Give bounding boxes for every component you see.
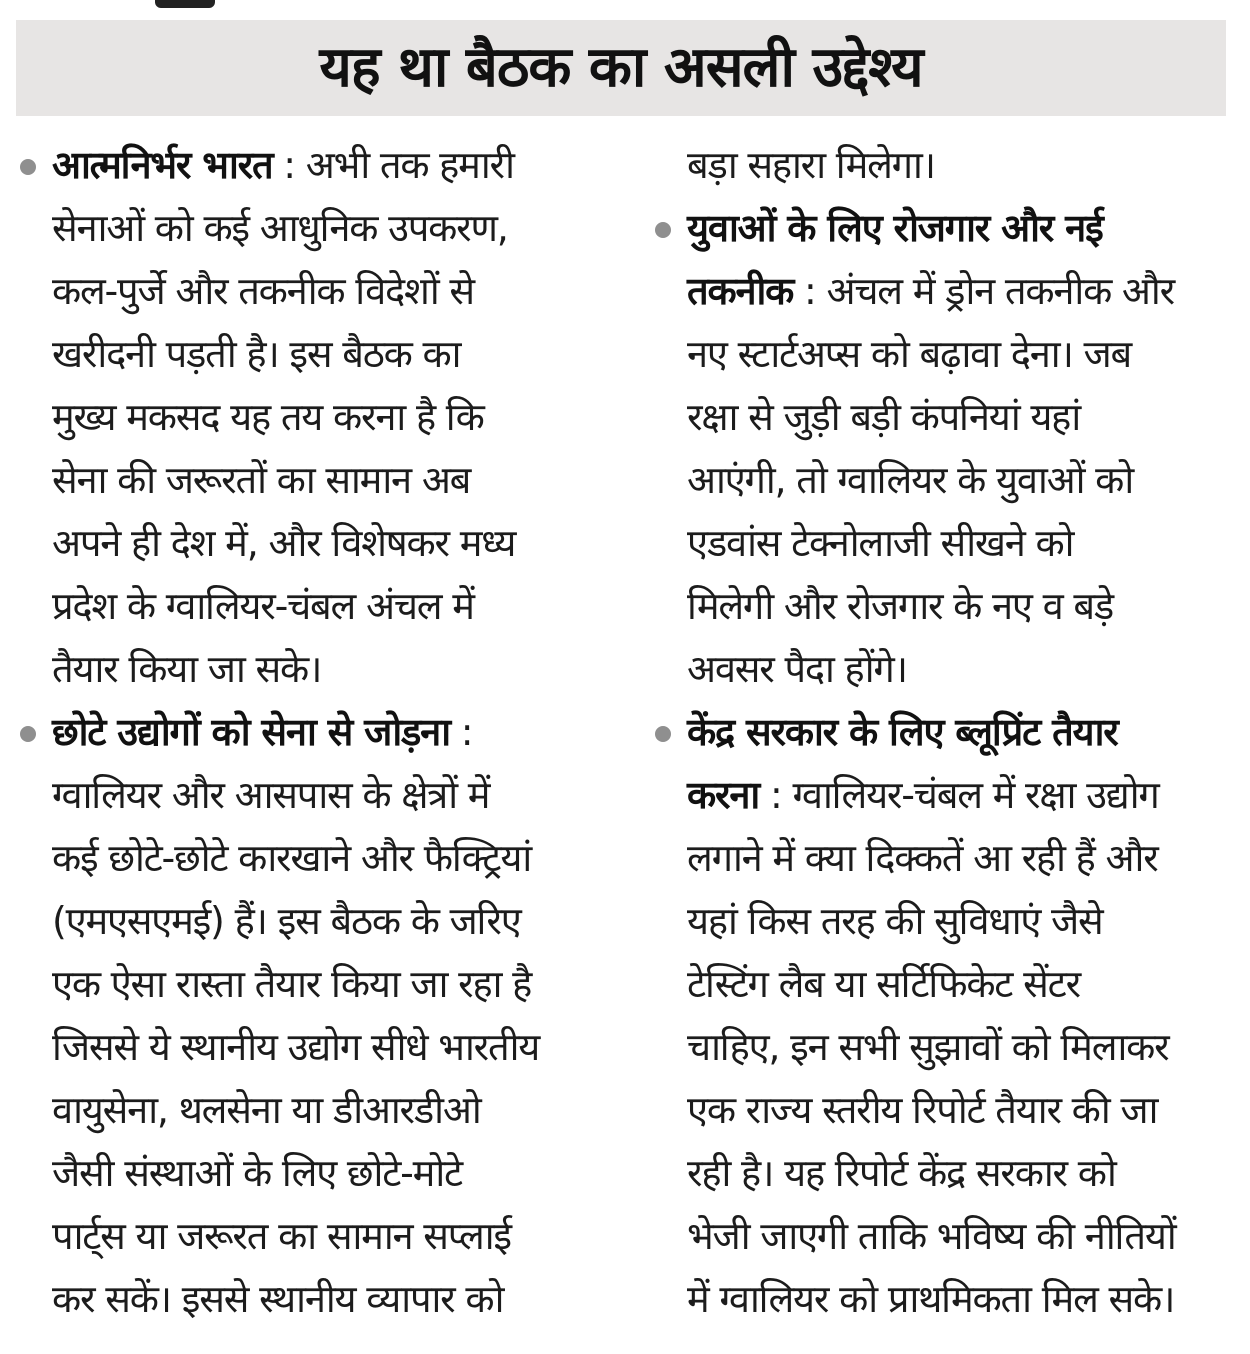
body-line: चाहिए, इन सभी सुझावों को मिलाकर [687,1025,1169,1069]
point-heading: आत्मनिर्भर भारत [52,143,273,187]
body-line: एक राज्य स्तरीय रिपोर्ट तैयार की जा [687,1088,1158,1132]
body-line: खरीदनी पड़ती है। इस बैठक का [52,332,461,376]
body-line: अवसर पैदा होंगे। [687,647,907,691]
body-line: ग्वालियर-चंबल में रक्षा उद्योग [792,773,1159,817]
point-heading: तकनीक [687,269,794,313]
body-line: बड़ा सहारा मिलेगा। [687,143,935,187]
body-line: अभी तक हमारी [305,143,514,187]
body-line: जैसी संस्थाओं के लिए छोटे-मोटे [52,1151,462,1195]
point-blueprint [655,701,1240,1331]
body-line: नए स्टार्टअप्स को बढ़ावा देना। जब [687,332,1132,376]
body-line: पार्ट्स या जरूरत का सामान सप्लाई [52,1214,511,1258]
body-line: एडवांस टेक्नोलाजी सीखने को [687,521,1074,565]
body-line: आएंगी, तो ग्वालियर के युवाओं को [687,458,1133,502]
top-edge-strip [155,0,215,8]
point-heading-line [687,764,1240,827]
continued-text [655,134,1240,197]
body-line: में ग्वालियर को प्राथमिकता मिल सके। [687,1277,1175,1321]
point-msme-link [20,701,600,1331]
body-line: अपने ही देश में, और विशेषकर मध्य [52,521,516,565]
body-line: मिलेगी और रोजगार के नए व बड़े [687,584,1114,628]
bullet-icon [655,726,671,742]
point-atmanirbhar [20,134,600,701]
body-line: यहां किस तरह की सुविधाएं जैसे [687,899,1103,943]
heading-separator: : [272,143,306,187]
body-line: रही है। यह रिपोर्ट केंद्र सरकार को [687,1151,1116,1195]
body-line: जिससे ये स्थानीय उद्योग सीधे भारतीय [52,1025,540,1069]
body-line: ग्वालियर और आसपास के क्षेत्रों में [52,773,490,817]
body-line: कर सकें। इससे स्थानीय व्यापार को [52,1277,504,1321]
headline-band [16,20,1226,116]
heading-separator: : [449,710,473,754]
point-heading: केंद्र सरकार के लिए ब्लूप्रिंट तैयार [687,710,1118,754]
body-line: लगाने में क्या दिक्कतें आ रही हैं और [687,836,1158,880]
body-line: रक्षा से जुड़ी बड़ी कंपनियां यहां [687,395,1080,439]
point-first-line [52,701,600,764]
body-line: कल-पुर्जे और तकनीक विदेशों से [52,269,474,313]
heading-separator: : [759,773,793,817]
bullet-icon [20,159,36,175]
body-line: वायुसेना, थलसेना या डीआरडीओ [52,1088,481,1132]
body-line: भेजी जाएगी ताकि भविष्य की नीतियों [687,1214,1176,1258]
point-first-line [52,134,600,197]
point-youth-employment [655,197,1240,701]
headline: यह था बैठक का असली उद्देश्य [319,35,923,100]
point-heading: करना [687,773,760,817]
left-column [20,134,600,1331]
point-heading: युवाओं के लिए रोजगार और नई [687,206,1103,250]
heading-separator: : [793,269,827,313]
right-column [655,134,1240,1331]
point-heading-line [687,260,1240,323]
body-line: तैयार किया जा सके। [52,647,322,691]
body-line: प्रदेश के ग्वालियर-चंबल अंचल में [52,584,474,628]
bullet-icon [20,726,36,742]
body-line: अंचल में ड्रोन तकनीक और [826,269,1174,313]
body-line: कई छोटे-छोटे कारखाने और फैक्ट्रियां [52,836,532,880]
body-line: सेनाओं को कई आधुनिक उपकरण, [52,206,508,250]
point-heading: छोटे उद्योगों को सेना से जोड़ना [52,710,450,754]
body-line: एक ऐसा रास्ता तैयार किया जा रहा है [52,962,532,1006]
body-line: (एमएसएमई) हैं। इस बैठक के जरिए [52,899,521,943]
bullet-icon [655,222,671,238]
body-line: सेना की जरूरतों का सामान अब [52,458,471,502]
body-line: टेस्टिंग लैब या सर्टिफिकेट सेंटर [687,962,1080,1006]
body-line: मुख्य मकसद यह तय करना है कि [52,395,484,439]
